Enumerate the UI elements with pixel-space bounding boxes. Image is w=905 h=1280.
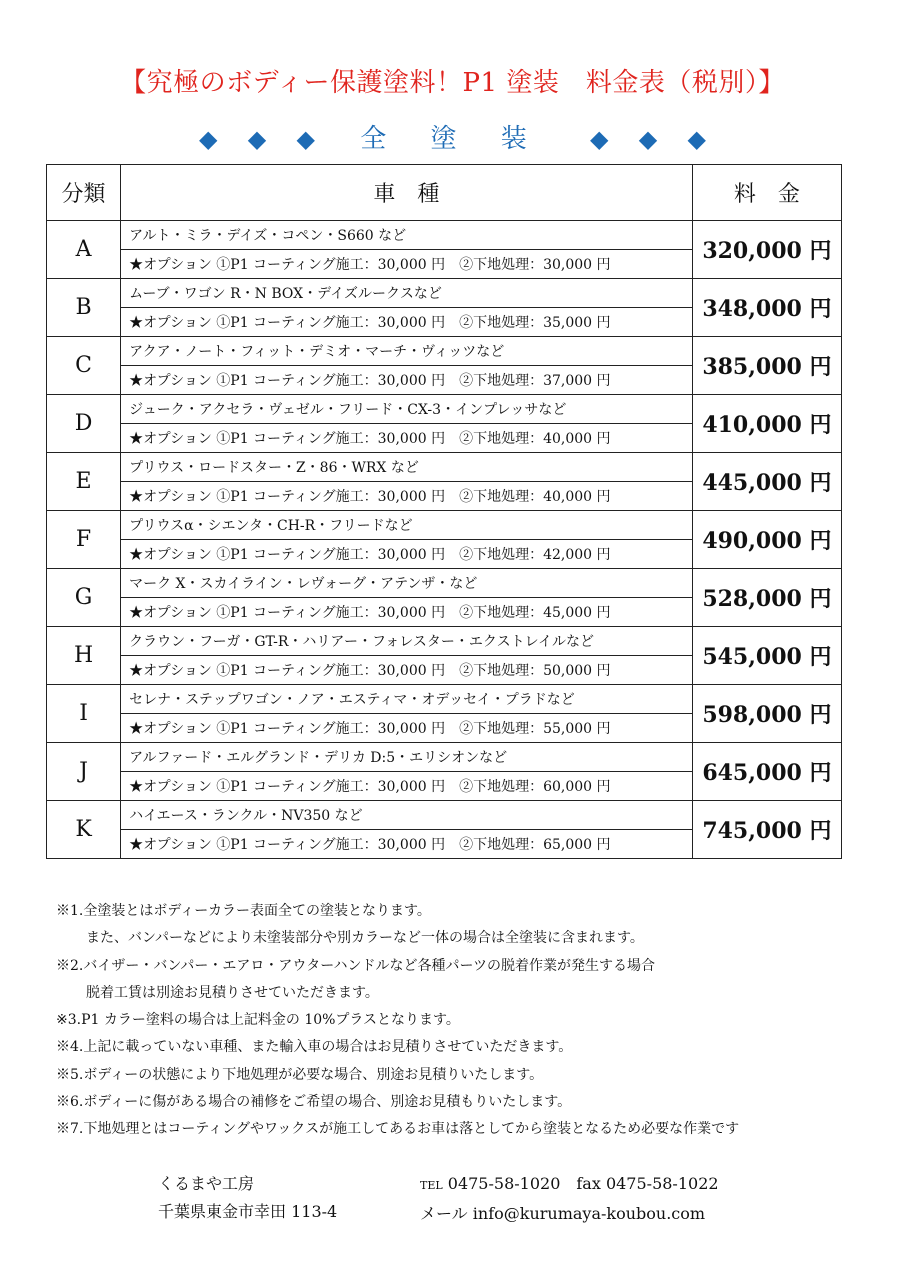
section-subtitle [0, 118, 905, 155]
car-types-cell: セレナ・ステップワゴン・ノア・エスティマ・オデッセイ・プラドなど [121, 685, 693, 714]
category-cell: D [47, 395, 121, 453]
diamond-icon: ◆ [638, 125, 658, 153]
car-types-cell: マーク X・スカイライン・レヴォーグ・アテンザ・など [121, 569, 693, 598]
option-cell: ★オプション ①P1 コーティング施工：30,000 円 ②下地処理：45,000 円 [121, 598, 693, 627]
table-row [47, 279, 842, 308]
car-types-cell: ジューク・アクセラ・ヴェゼル・フリード・CX-3・インプレッサなど [121, 395, 693, 424]
price-cell: 410,000 円 [692, 395, 841, 453]
category-cell: C [47, 337, 121, 395]
page-title: 【究極のボディー保護塗料！P1 塗装 料金表（税別）】 [120, 68, 785, 98]
car-types-cell: ムーブ・ワゴン R・N BOX・デイズルークスなど [121, 279, 693, 308]
table-row [47, 569, 842, 598]
price-cell: 490,000 円 [692, 511, 841, 569]
price-cell: 445,000 円 [692, 453, 841, 511]
note-line: ※5.ボディーの状態により下地処理が必要な場合、別途お見積りいたします。 [56, 1066, 544, 1083]
category-cell: H [47, 627, 121, 685]
header-car-types-label: 車 種 [373, 182, 440, 207]
table-row [47, 801, 842, 830]
mail-label: メール [420, 1204, 468, 1223]
option-cell: ★オプション ①P1 コーティング施工：30,000 円 ②下地処理：37,000 円 [121, 366, 693, 395]
diamond-icon: ◆ [590, 125, 609, 153]
option-cell: ★オプション ①P1 コーティング施工：30,000 円 ②下地処理：60,000 円 [121, 772, 693, 801]
note-line: ※7.下地処理とはコーティングやワックスが施工してあるお車は落としてから塗装となるため必要な作業です [56, 1121, 740, 1138]
table-row [47, 511, 842, 540]
table-row [47, 743, 842, 772]
company-name: くるまや工房 [158, 1174, 255, 1193]
table-row [47, 221, 842, 250]
note-line: ※4.上記に載っていない車種、また輸入車の場合はお見積りさせていただきます。 [56, 1039, 573, 1056]
price-cell: 528,000 円 [692, 569, 841, 627]
price-cell: 598,000 円 [692, 685, 841, 743]
contact-mail-line [420, 1200, 719, 1228]
price-cell: 320,000 円 [692, 221, 841, 279]
category-cell: G [47, 569, 121, 627]
header-price [692, 165, 841, 221]
contact-phone-line [420, 1170, 719, 1200]
diamond-icon: ◆ [296, 125, 315, 153]
price-cell: 348,000 円 [692, 279, 841, 337]
note-line: ※3.P1 カラー塗料の場合は上記料金の 10%プラスとなります。 [56, 1012, 460, 1029]
option-cell: ★オプション ①P1 コーティング施工：30,000 円 ②下地処理：42,000 円 [121, 540, 693, 569]
note-line: ※1.全塗装とはボディーカラー表面全ての塗装となります。 [56, 903, 431, 919]
email-address: info@kurumaya-koubou.com [472, 1204, 706, 1223]
phone-fax: 0475-58-1020 fax 0475-58-1022 [447, 1174, 719, 1193]
category-cell: I [47, 685, 121, 743]
footer-contact-block [420, 1170, 719, 1228]
company-address: 千葉県東金市幸田 113-4 [158, 1202, 338, 1221]
car-types-cell: ハイエース・ランクル・NV350 など [121, 801, 693, 830]
category-cell: B [47, 279, 121, 337]
price-cell: 645,000 円 [692, 743, 841, 801]
note-line: ※6.ボディーに傷がある場合の補修をご希望の場合、別途お見積もりいたします。 [56, 1094, 572, 1111]
car-types-cell: アルト・ミラ・デイズ・コペン・S660 など [121, 221, 693, 250]
option-cell: ★オプション ①P1 コーティング施工：30,000 円 ②下地処理：40,000 円 [121, 482, 693, 511]
option-cell: ★オプション ①P1 コーティング施工：30,000 円 ②下地処理：40,000 円 [121, 424, 693, 453]
car-types-cell: プリウス・ロードスター・Z・86・WRX など [121, 453, 693, 482]
note-line: 脱着工賃は別途お見積りさせていただきます。 [86, 984, 379, 1001]
category-cell: E [47, 453, 121, 511]
price-cell: 385,000 円 [692, 337, 841, 395]
table-row [47, 395, 842, 424]
table-row [47, 453, 842, 482]
note-line: ※2.バイザー・バンパー・エアロ・アウターハンドルなど各種パーツの脱着作業が発生する場合 [56, 957, 655, 974]
category-cell: J [47, 743, 121, 801]
option-cell: ★オプション ①P1 コーティング施工：30,000 円 ②下地処理：55,000 円 [121, 714, 693, 743]
car-types-cell: アルファード・エルグランド・デリカ D:5・エリシオンなど [121, 743, 693, 772]
diamond-icon: ◆ [199, 125, 218, 153]
category-cell: F [47, 511, 121, 569]
note-line: また、バンパーなどにより未塗装部分や別カラーなど一体の場合は全塗装に含まれます。 [86, 930, 644, 947]
option-cell: ★オプション ①P1 コーティング施工：30,000 円 ②下地処理：35,000 円 [121, 308, 693, 337]
category-cell: K [47, 801, 121, 859]
diamond-icon: ◆ [687, 125, 706, 153]
car-types-cell: クラウン・フーガ・GT-R・ハリアー・フォレスター・エクストレイルなど [121, 627, 693, 656]
diamond-icon: ◆ [247, 125, 267, 153]
table-header-row [47, 165, 842, 221]
tel-label: TEL [420, 1179, 443, 1192]
header-price-label: 料 金 [733, 182, 800, 207]
header-category: 分類 [47, 165, 121, 221]
header-car-types [121, 165, 693, 221]
price-cell: 745,000 円 [692, 801, 841, 859]
option-cell: ★オプション ①P1 コーティング施工：30,000 円 ②下地処理：65,000 円 [121, 830, 693, 859]
car-types-cell: プリウスα・シエンタ・CH-R・フリードなど [121, 511, 693, 540]
table-row [47, 685, 842, 714]
price-cell: 545,000 円 [692, 627, 841, 685]
car-types-cell: アクア・ノート・フィット・デミオ・マーチ・ヴィッツなど [121, 337, 693, 366]
category-cell: A [47, 221, 121, 279]
table-row [47, 627, 842, 656]
footer-company-block [158, 1170, 337, 1226]
notes [56, 898, 866, 1144]
price-table [46, 164, 842, 859]
option-cell: ★オプション ①P1 コーティング施工：30,000 円 ②下地処理：30,000 円 [121, 250, 693, 279]
option-cell: ★オプション ①P1 コーティング施工：30,000 円 ②下地処理：50,000 円 [121, 656, 693, 685]
table-row [47, 337, 842, 366]
subtitle-text: 全 塗 装 [360, 124, 545, 154]
